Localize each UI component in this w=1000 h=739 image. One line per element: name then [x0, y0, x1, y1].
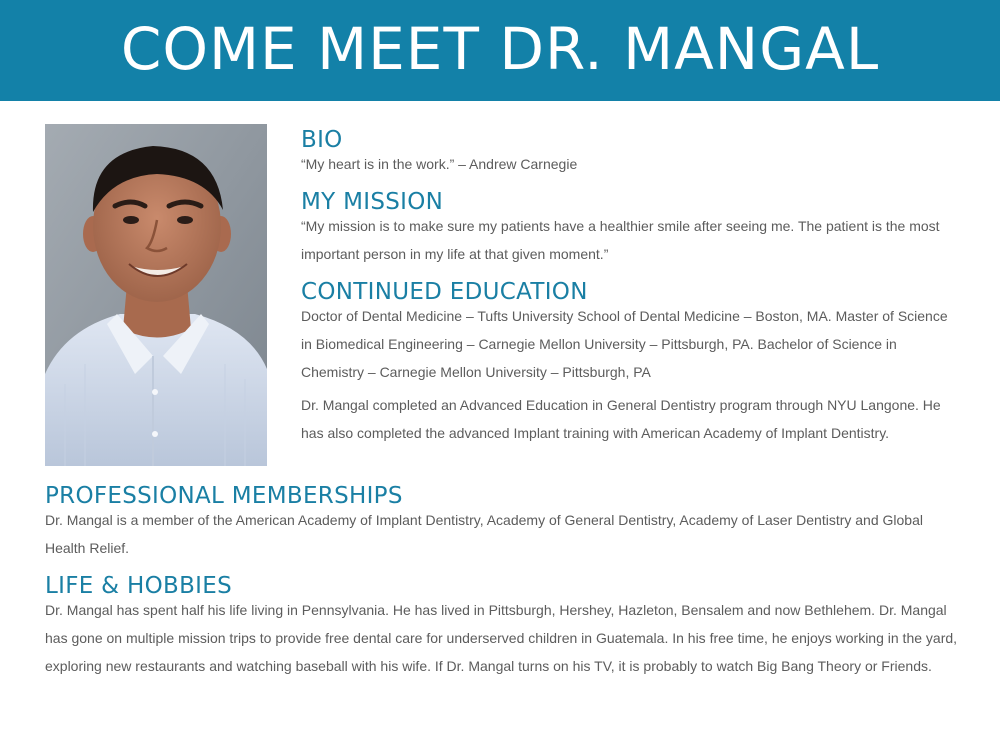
- page-title: COME MEET DR. MANGAL: [120, 14, 880, 83]
- bio-section: [301, 127, 961, 175]
- hobbies-text: Dr. Mangal has spent half his life living in Pennsylvania. He has lived in Pittsburgh, Hershey, Hazleton, Bensalem and now Bethlehem. Dr. Mangal has gone on multiple mission trips to provide free dental care for underserved children in Guatemala. In his free time, he enjoys working in the yard, exploring new restaurants and watching baseball with his wife. If Dr. Mangal turns on his TV, it is probably to watch Big Bang Theory or Friends.: [45, 602, 958, 674]
- header-banner: [0, 0, 1000, 101]
- bio-heading: BIO: [301, 127, 343, 153]
- doctor-photo: [45, 124, 267, 466]
- education-heading: CONTINUED EDUCATION: [301, 279, 588, 305]
- bio-text: “My heart is in the work.” – Andrew Carnegie: [301, 156, 578, 172]
- education-training: Dr. Mangal completed an Advanced Education in General Dentistry program through NYU Langone. He has also completed the advanced Implant training with American Academy of Implant Dentistry.: [301, 397, 941, 441]
- mission-heading: MY MISSION: [301, 189, 444, 215]
- education-section: [301, 279, 961, 447]
- hobbies-section: [45, 573, 960, 680]
- memberships-text: Dr. Mangal is a member of the American Academy of Implant Dentistry, Academy of General Dentistry, Academy of Laser Dentistry and Global Health Relief.: [45, 512, 923, 556]
- memberships-heading: PROFESSIONAL MEMBERSHIPS: [45, 483, 403, 509]
- education-degrees: Doctor of Dental Medicine – Tufts University School of Dental Medicine – Boston, MA. Master of Science in Biomedical Engineering – Carnegie Mellon University – Pittsburgh, PA. Bachelor of Science in Chemistry – Carnegie Mellon University – Pittsburgh, PA: [301, 308, 948, 380]
- memberships-section: [45, 483, 960, 562]
- hobbies-heading: LIFE & HOBBIES: [45, 573, 232, 599]
- mission-section: [301, 189, 961, 268]
- mission-text: “My mission is to make sure my patients have a healthier smile after seeing me. The patient is the most important person in my life at that given moment.”: [301, 218, 940, 262]
